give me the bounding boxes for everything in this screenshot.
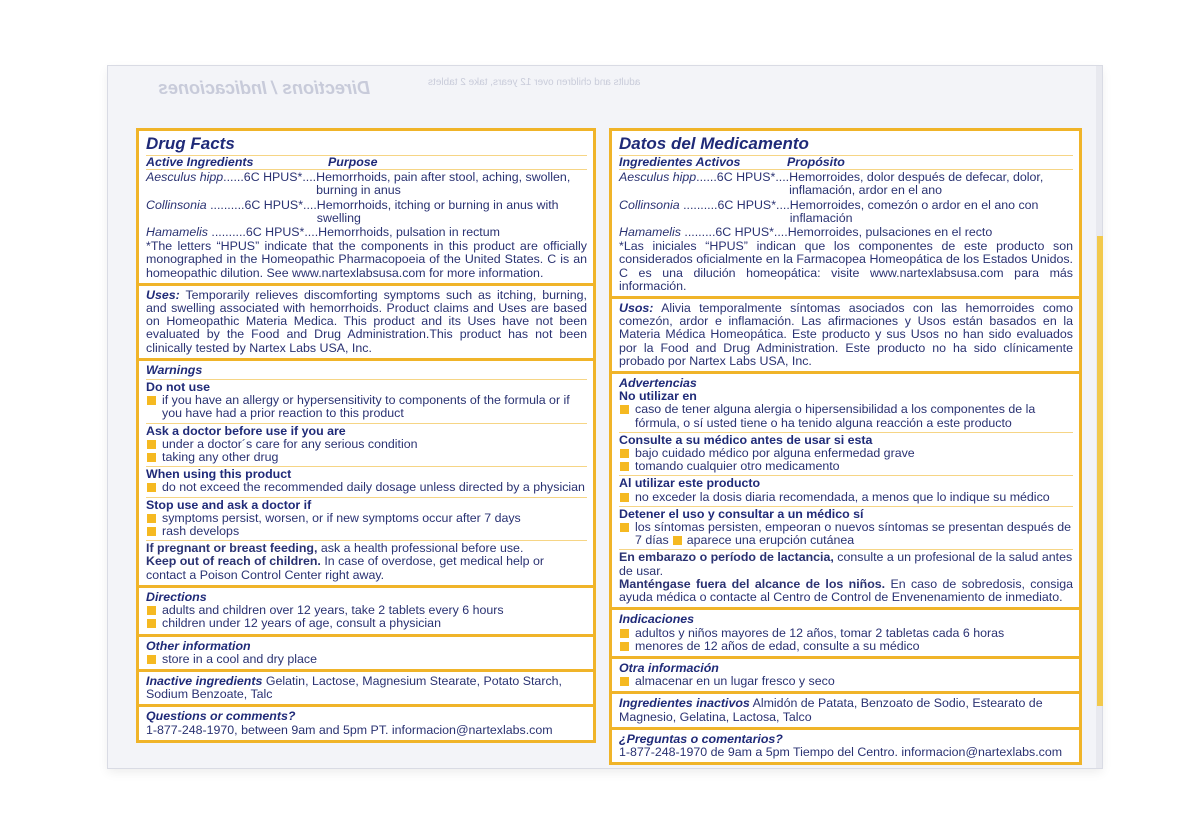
- ask-doctor-heading: Ask a doctor before use if you are: [146, 423, 346, 438]
- ingredientes-list: [619, 171, 1073, 239]
- list-item-text: bajo cuidado médico por alguna enfermedad grave: [635, 446, 915, 461]
- list-item-text: caso de tener alguna alergia o hipersensibilidad a los componentes de la fórmula, o sí usted tiene o ha tenido alguna reacción a este producto: [635, 402, 1036, 430]
- ingredient-name: [619, 199, 790, 225]
- detener-item: [619, 521, 1073, 547]
- ingredient-dose: ..........6C HPUS*....: [679, 197, 790, 212]
- uses-section: [136, 283, 596, 361]
- ingredient-purpose: Hemorrhoids, pulsation in rectum: [318, 225, 500, 240]
- do-not-use-group: [146, 379, 587, 421]
- questions-section: [136, 704, 596, 742]
- mantengase-bold: Manténgase fuera del alcance de los niños.: [619, 576, 886, 591]
- list-item-text: under a doctor´s care for any serious condition: [162, 436, 418, 451]
- otra-info-list: [619, 675, 1073, 688]
- list-item: [619, 460, 1073, 473]
- bullet-square-icon: [147, 483, 156, 492]
- bullet-square-icon: [620, 629, 629, 638]
- keep-out-bold: Keep out of reach of children.: [146, 554, 321, 569]
- embarazo-group: [619, 549, 1073, 604]
- ingredient-purpose: Hemorroides, dolor después de defecar, dolor, inflamación, ardor en el ano: [789, 170, 1044, 198]
- ingredient-latin-name: Hamamelis: [619, 225, 681, 240]
- preguntas-section: [609, 727, 1082, 765]
- inactive-text: Gelatin, Lactose, Magnesium Stearate, Potato Starch, Sodium Benzoate, Talc: [146, 673, 562, 702]
- indicaciones-list: [619, 627, 1073, 653]
- ingredient-dose: ......6C HPUS*....: [223, 170, 317, 185]
- ingredient-purpose: Hemorrhoids, itching or burning in anus with swelling: [316, 197, 559, 225]
- detener-item-text-2: aparece una erupción cutánea: [686, 533, 855, 548]
- list-item-text: do not exceed the recommended daily dosage unless directed by a physician: [162, 480, 585, 495]
- bullet-square-icon: [147, 453, 156, 462]
- consulte-group: [619, 432, 1073, 474]
- usos-label: Usos:: [619, 301, 654, 316]
- show-through-heading: Directions / Indicaciones: [158, 78, 371, 98]
- inactive-section: [136, 669, 596, 707]
- indicaciones-section: [609, 607, 1082, 659]
- inactivos-text: Almidón de Patata, Benzoato de Sodio, Estearato de Magnesio, Gelatina, Lactosa, Talco: [619, 696, 1043, 724]
- preguntas-text: 1-877-248-1970 de 9am a 5pm Tiempo del Centro. informacion@nartexlabs.com: [619, 744, 1063, 759]
- list-item: [619, 491, 1073, 504]
- bullet-square-icon: [620, 493, 629, 502]
- bullet-square-icon: [147, 514, 156, 523]
- ingredient-dose: ..........6C HPUS*....: [207, 225, 319, 240]
- datos-section: [609, 128, 1082, 299]
- list-item: [146, 653, 587, 666]
- english-panel: [136, 128, 596, 743]
- bullet-square-icon: [620, 677, 629, 686]
- directions-section: [136, 585, 596, 637]
- list-item: [619, 675, 1073, 688]
- when-using-list: [146, 481, 587, 494]
- embarazo-bold: En embarazo o período de lactancia,: [619, 550, 834, 565]
- datos-title: Datos del Medicamento: [619, 134, 1073, 156]
- list-item-text: menores de 12 años de edad, consulte a su médico: [635, 638, 920, 653]
- ingredient-latin-name: Aesculus hipp: [619, 170, 697, 185]
- drug-facts-section: [136, 128, 596, 286]
- bullet-square-icon: [147, 396, 156, 405]
- bullet-square-icon: [620, 405, 629, 414]
- keep-out-text: In case of overdose, get medical help or contact a Poison Control Center right away.: [146, 554, 545, 582]
- advertencias-title: Advertencias: [619, 376, 697, 391]
- ingredient-row: [146, 171, 587, 197]
- show-through-text: [128, 72, 1088, 112]
- ingredient-name: [146, 226, 318, 239]
- list-item: [146, 481, 587, 494]
- mantengase-text: En caso de sobredosis, consiga ayuda médica o contacte al Centro de Control de Envenenamiento de inmediato.: [619, 576, 1073, 605]
- detener-heading: Detener el uso y consultar a un médico sí: [619, 506, 864, 521]
- ask-doctor-group: [146, 423, 587, 465]
- hpus-nota: *Las iniciales “HPUS” indican que los componentes de este producto son considerados oficialmente en la Farmacopea Homeopática de los Estados Unidos. C es una dilución homeopática: visite www.nartexlabsusa.com para más información.: [619, 239, 1073, 293]
- list-item-text: rash develops: [162, 524, 240, 539]
- usos-section: [609, 296, 1082, 374]
- ask-doctor-list: [146, 438, 587, 464]
- show-through-line: adults and children over 12 years, take 2 tablets: [428, 77, 641, 88]
- list-item-text: children under 12 years of age, consult a physician: [162, 616, 441, 631]
- ingredient-latin-name: Collinsonia: [619, 197, 680, 212]
- list-item-text: if you have an allergy or hypersensitivity to components of the formula or if you have had a prior reaction to this product: [162, 393, 570, 421]
- proposito-heading: Propósito: [787, 155, 845, 169]
- al-utilizar-group: [619, 475, 1073, 503]
- ingredient-latin-name: Aesculus hipp: [146, 170, 224, 185]
- other-info-section: [136, 634, 596, 672]
- list-item: [619, 627, 1073, 640]
- no-utilizar-list: [619, 403, 1073, 429]
- bullet-square-icon: [147, 606, 156, 615]
- ingredient-purpose: Hemorroides, comezón o ardor en el ano con inflamación: [789, 197, 1039, 225]
- warnings-title: Warnings: [146, 362, 203, 377]
- embarazo-text: consulte a un profesional de la salud antes de usar.: [619, 550, 1073, 578]
- list-item-text: store in a cool and dry place: [162, 651, 317, 666]
- uses-label: Uses:: [146, 287, 180, 302]
- pregnancy-bold: If pregnant or breast feeding,: [146, 541, 318, 556]
- bullet-square-icon: [620, 523, 629, 532]
- questions-title: Questions or comments?: [146, 709, 296, 724]
- pregnancy-group: [146, 540, 587, 582]
- ingredient-dose: ......6C HPUS*....: [696, 170, 790, 185]
- bullet-square-icon: [620, 462, 629, 471]
- list-item: [619, 640, 1073, 653]
- preguntas-title: ¿Preguntas o comentarios?: [619, 731, 783, 746]
- consulte-heading: Consulte a su médico antes de usar si esta: [619, 432, 873, 447]
- ingredient-purpose: Hemorroides, pulsaciones en el recto: [787, 225, 993, 240]
- bullet-square-icon: [147, 440, 156, 449]
- bullet-square-icon: [147, 655, 156, 664]
- otra-info-title: Otra información: [619, 660, 719, 675]
- inactivos-section: [609, 691, 1082, 729]
- ingredient-name: [619, 226, 788, 239]
- usos-text: Alivia temporalmente síntomas asociados con las hemorroides como comezón, ardor e inflamación. Las afirmaciones y Usos están basados en la Materia Médica Homeopática. Este producto y sus Usos no han sido evaluados por la Food and Drug Administration. Este producto no ha sido clínicamente probado por Nartex Labs USA, Inc.: [619, 301, 1073, 368]
- spanish-panel: [609, 128, 1082, 765]
- directions-list: [146, 604, 587, 630]
- inactivos-label: Ingredientes inactivos: [619, 696, 750, 711]
- bullet-square-icon: [620, 642, 629, 651]
- active-ingredients-heading: Active Ingredients: [146, 155, 254, 169]
- list-item: [619, 403, 1073, 429]
- ingredient-name: [619, 171, 789, 197]
- ingredient-list: [146, 171, 587, 239]
- directions-title: Directions: [146, 589, 207, 604]
- other-info-title: Other information: [146, 638, 251, 653]
- bullet-square-icon: [147, 527, 156, 536]
- detener-group: [619, 506, 1073, 548]
- ingredient-latin-name: Hamamelis: [146, 225, 208, 240]
- list-item-text: no exceder la dosis diaria recomendada, a menos que lo indique su médico: [635, 489, 1050, 504]
- stop-use-heading: Stop use and ask a doctor if: [146, 497, 312, 512]
- list-item: [146, 451, 587, 464]
- ingredient-row: [619, 199, 1073, 225]
- hpus-note: *The letters “HPUS” indicate that the components in this product are officially monographed in the Homeopathic Pharmacopoeia of the United States. C is an homeopathic dilution. See www.nartexlabsusa.com for more information.: [146, 239, 587, 280]
- al-utilizar-list: [619, 491, 1073, 504]
- list-item: [146, 617, 587, 630]
- questions-text: 1-877-248-1970, between 9am and 5pm PT. informacion@nartexlabs.com: [146, 722, 553, 737]
- list-item-text: symptoms persist, worsen, or if new symptoms occur after 7 days: [162, 510, 521, 525]
- ingredient-row: [146, 199, 587, 225]
- ingredient-latin-name: Collinsonia: [146, 197, 207, 212]
- list-item: [146, 394, 587, 420]
- bullet-square-icon: [147, 619, 156, 628]
- stop-use-list: [146, 512, 587, 538]
- consulte-list: [619, 447, 1073, 473]
- list-item-text: adults and children over 12 years, take 2 tablets every 6 hours: [162, 603, 504, 618]
- no-utilizar-group: [619, 390, 1073, 430]
- when-using-group: [146, 466, 587, 494]
- when-using-heading: When using this product: [146, 467, 292, 482]
- ingredient-name: [146, 199, 317, 225]
- inactive-label: Inactive ingredients: [146, 673, 263, 688]
- other-info-list: [146, 653, 587, 666]
- ingredient-row: [619, 226, 1073, 239]
- ingredient-row: [146, 226, 587, 239]
- bullet-square-icon: [620, 449, 629, 458]
- list-item-text: almacenar en un lugar fresco y seco: [635, 674, 835, 689]
- ingredient-purpose: Hemorrhoids, pain after stool, aching, swollen, burning in anus: [316, 170, 571, 198]
- purpose-heading: Purpose: [328, 155, 378, 169]
- ingredientes-heading: Ingredientes Activos: [619, 155, 741, 169]
- list-item-text: taking any other drug: [162, 450, 279, 465]
- box-side-stripe: [1097, 236, 1103, 706]
- no-utilizar-heading: No utilizar en: [619, 389, 697, 404]
- ingredient-dose: .........6C HPUS*....: [680, 225, 788, 240]
- list-item-text: tomando cualquier otro medicamento: [635, 459, 840, 474]
- uses-text: Temporarily relieves discomforting symptoms such as itching, burning, and swelling associated with hemorrhoids. Product claims and Uses are based on Homeopathic Materia Medica. This product and its Uses have not been evaluated by the Food and Drug Administration.This product has not been clinically tested by Nartex Labs USA, Inc.: [146, 287, 587, 355]
- ingredient-name: [146, 171, 316, 197]
- detener-item-text: los síntomas persisten, empeoran o nuevos síntomas se presentan después de 7 días: [635, 520, 1071, 548]
- drug-facts-title: Drug Facts: [146, 134, 587, 156]
- pregnancy-text: ask a health professional before use.: [317, 541, 524, 556]
- indicaciones-title: Indicaciones: [619, 612, 695, 627]
- do-not-use-heading: Do not use: [146, 380, 211, 395]
- do-not-use-list: [146, 394, 587, 420]
- ingredients-header: [146, 156, 587, 170]
- ingredient-dose: ..........6C HPUS*....: [206, 197, 317, 212]
- otra-info-section: [609, 656, 1082, 694]
- list-item-text: adultos y niños mayores de 12 años, tomar 2 tabletas cada 6 horas: [635, 625, 1005, 640]
- list-item: [146, 525, 587, 538]
- advertencias-section: [609, 371, 1082, 610]
- al-utilizar-heading: Al utilizar este producto: [619, 476, 761, 491]
- bullet-square-icon: [673, 536, 682, 545]
- ingredient-row: [619, 171, 1073, 197]
- warnings-section: [136, 358, 596, 588]
- ingredientes-header: [619, 156, 1073, 170]
- stop-use-group: [146, 497, 587, 539]
